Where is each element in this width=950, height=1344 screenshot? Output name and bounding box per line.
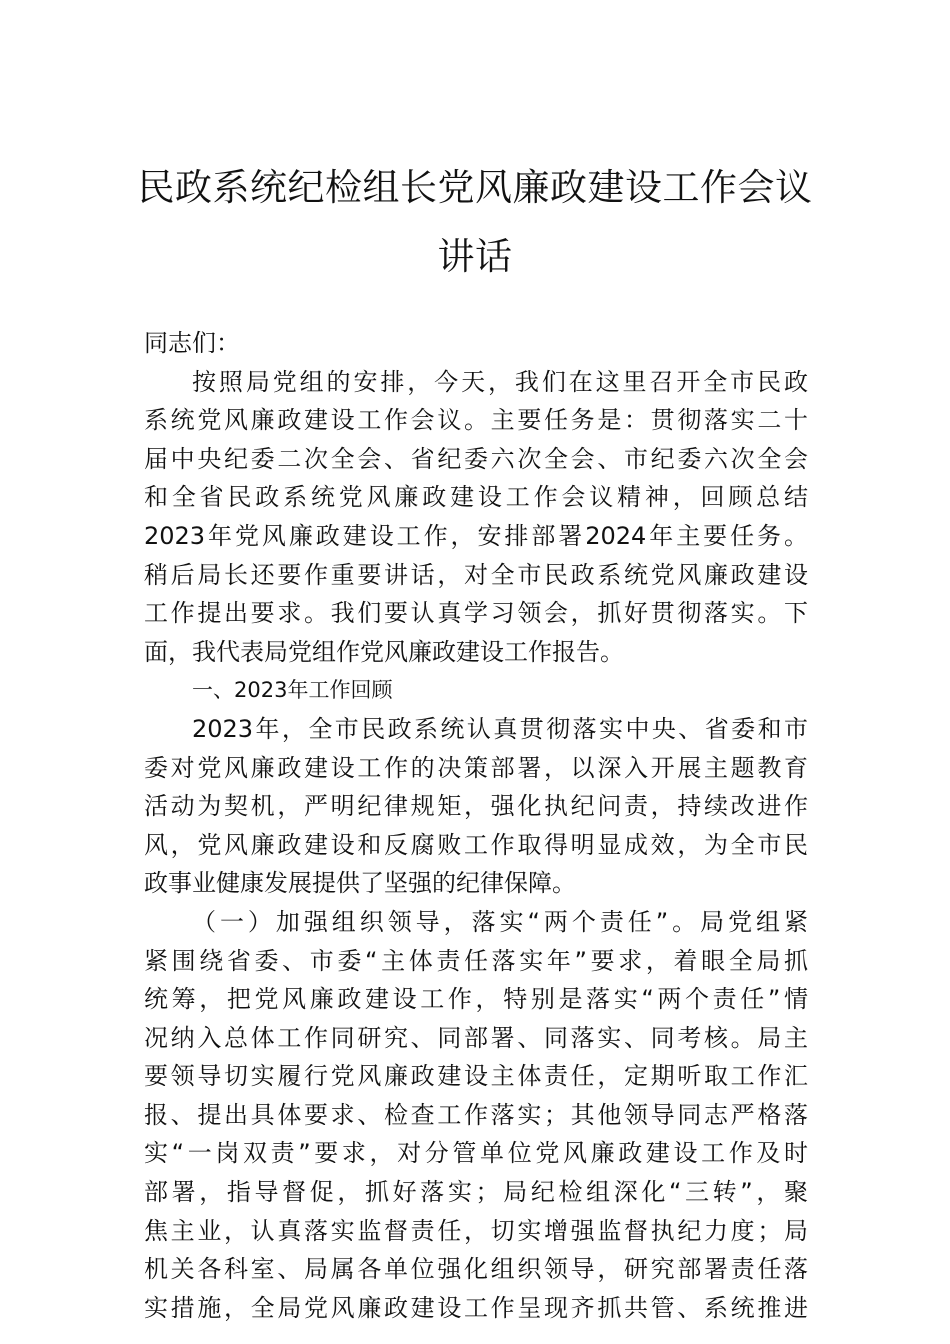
paragraph-1-line: 工作提出要求。我们要认真学习领会，抓好贯彻落实。下: [144, 599, 808, 628]
paragraph-1-line: 系统党风廉政建设工作会议。主要任务是：贯彻落实二十: [144, 406, 808, 435]
document-body: [144, 324, 808, 1327]
paragraph-3-line: 况纳入总体工作同研究、同部署、同落实、同考核。局主: [144, 1023, 808, 1052]
paragraph-3-line: 紧围绕省委、市委“主体责任落实年”要求，着眼全局抓: [144, 946, 808, 975]
paragraph-1-line: 稍后局长还要作重要讲话，对全市民政系统党风廉政建设: [144, 560, 808, 589]
paragraph-1-line: 面，我代表局党组作党风廉政建设工作报告。: [144, 637, 624, 666]
paragraph-3-line: （一）加强组织领导，落实“两个责任”。局党组紧: [192, 907, 808, 936]
paragraph-3-line: 机关各科室、局属各单位强化组织领导，研究部署责任落: [144, 1255, 808, 1284]
section-heading: 一、2023年工作回顾: [192, 678, 393, 703]
paragraph-1-line: 按照局党组的安排，今天，我们在这里召开全市民政: [192, 367, 808, 396]
paragraph-2-line: 政事业健康发展提供了坚强的纪律保障。: [144, 869, 576, 898]
paragraph-1-line: 届中央纪委二次全会、省纪委六次全会、市纪委六次全会: [144, 444, 808, 473]
salutation: 同志们：: [144, 329, 240, 357]
paragraph-1-line: 和全省民政系统党风廉政建设工作会议精神，回顾总结: [144, 483, 808, 512]
paragraph-3-line: 统筹，把党风廉政建设工作，特别是落实“两个责任”情: [144, 985, 808, 1014]
paragraph-2-line: 风，党风廉政建设和反腐败工作取得明显成效，为全市民: [144, 830, 808, 859]
paragraph-3-line: 焦主业，认真落实监督责任，切实增强监督执纪力度；局: [144, 1216, 808, 1245]
document-title-line-2: 讲话: [437, 235, 513, 278]
paragraph-3-line: 实措施，全局党风廉政建设工作呈现齐抓共管、系统推进: [144, 1293, 808, 1322]
paragraph-3-line: 部署，指导督促，抓好落实；局纪检组深化“三转”，聚: [144, 1178, 808, 1207]
paragraph-3-line: 实“一岗双责”要求，对分管单位党风廉政建设工作及时: [144, 1139, 808, 1168]
paragraph-2-line: 2023年，全市民政系统认真贯彻落实中央、省委和市: [192, 714, 808, 743]
paragraph-2-line: 活动为契机，严明纪律规矩，强化执纪问责，持续改进作: [144, 792, 808, 821]
paragraph-3-line: 要领导切实履行党风廉政建设主体责任，定期听取工作汇: [144, 1062, 808, 1091]
document-title-line-1: 民政系统纪检组长党风廉政建设工作会议: [137, 166, 813, 209]
paragraph-2-line: 委对党风廉政建设工作的决策部署，以深入开展主题教育: [144, 753, 808, 782]
paragraph-3-line: 报、提出具体要求、检查工作落实；其他领导同志严格落: [144, 1100, 808, 1129]
paragraph-1-line: 2023年党风廉政建设工作，安排部署2024年主要任务。: [144, 521, 808, 550]
